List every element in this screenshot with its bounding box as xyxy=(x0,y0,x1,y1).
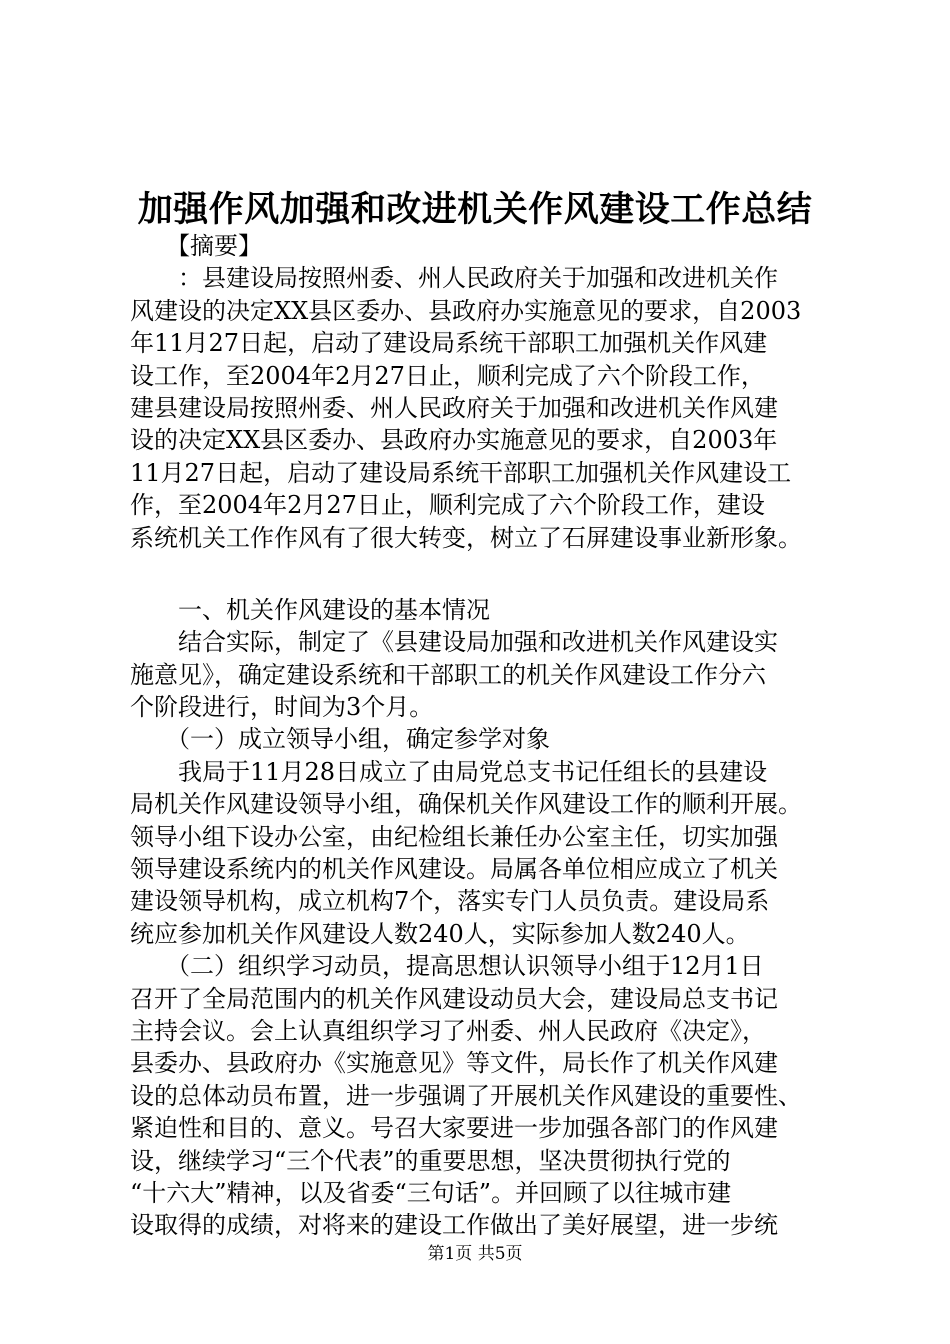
body-line: 局机关作风建设领导小组，确保机关作风建设工作的顺利开展。 xyxy=(130,790,802,819)
body-line: 设的总体动员布置，进一步强调了开展机关作风建设的重要性、 xyxy=(130,1081,802,1110)
subsection-heading: （一）成立领导小组，确定参学对象 xyxy=(130,725,550,754)
body-line: 县委办、县政府办《实施意见》等文件，局长作了机关作风建 xyxy=(130,1049,778,1078)
body-line: 施意见》，确定建设系统和干部职工的机关作风建设工作分六 xyxy=(130,660,766,689)
body-line: 我局于11月28日成立了由局党总支书记任组长的县建设 xyxy=(130,757,768,786)
body-line: 建设领导机构，成立机构7个，落实专门人员负责。建设局系 xyxy=(130,887,770,916)
body-line: 主持会议。会上认真组织学习了州委、州人民政府《决定》， xyxy=(130,1016,766,1045)
document-body xyxy=(130,230,850,1242)
paragraph-spacer xyxy=(130,554,850,594)
body-line: 领导小组下设办公室，由纪检组长兼任办公室主任，切实加强 xyxy=(130,822,778,851)
section-heading: 一、机关作风建设的基本情况 xyxy=(130,595,490,624)
body-line: 11月27日起，启动了建设局系统干部职工加强机关作风建设工 xyxy=(130,458,792,487)
page-number: 第1页 共5页 xyxy=(427,1244,523,1264)
body-line: 设，继续学习“三个代表”的重要思想，坚决贯彻执行党的 xyxy=(130,1146,731,1175)
body-line: 领导建设系统内的机关作风建设。局属各单位相应成立了机关 xyxy=(130,855,778,884)
body-line: 建县建设局按照州委、州人民政府关于加强和改进机关作风建 xyxy=(130,393,778,422)
body-line: 统应参加机关作风建设人数240人，实际参加人数240人。 xyxy=(130,919,750,948)
body-line: 系统机关工作作风有了很大转变，树立了石屏建设事业新形象。 xyxy=(130,523,802,552)
body-line: 年11月27日起，启动了建设局系统干部职工加强机关作风建 xyxy=(130,329,768,358)
body-line: 作，至2004年2月27日止，顺利完成了六个阶段工作，建设 xyxy=(130,491,765,520)
body-line: 设取得的成绩，对将来的建设工作做出了美好展望，进一步统 xyxy=(130,1211,778,1240)
abstract-heading: 【摘要】 xyxy=(130,232,262,260)
body-line: 召开了全局范围内的机关作风建设动员大会，建设局总支书记 xyxy=(130,984,778,1013)
document-title: 加强作风加强和改进机关作风建设工作总结 xyxy=(137,189,813,230)
body-line: 结合实际，制定了《县建设局加强和改进机关作风建设实 xyxy=(130,628,778,657)
body-line: 风建设的决定XX县区委办、县政府办实施意见的要求，自2003 xyxy=(130,296,802,325)
body-line: ：县建设局按照州委、州人民政府关于加强和改进机关作 xyxy=(130,264,778,293)
body-line: 设工作，至2004年2月27日止，顺利完成了六个阶段工作， xyxy=(130,361,765,390)
body-line: “十六大”精神，以及省委“三句话”。并回顾了以往城市建 xyxy=(130,1178,732,1207)
body-line: 设的决定XX县区委办、县政府办实施意见的要求，自2003年 xyxy=(130,426,778,455)
subsection-line: （二）组织学习动员，提高思想认识领导小组于12月1日 xyxy=(130,952,764,981)
body-line: 紧迫性和目的、意义。号召大家要进一步加强各部门的作风建 xyxy=(130,1114,778,1143)
body-line: 个阶段进行，时间为3个月。 xyxy=(130,693,434,722)
